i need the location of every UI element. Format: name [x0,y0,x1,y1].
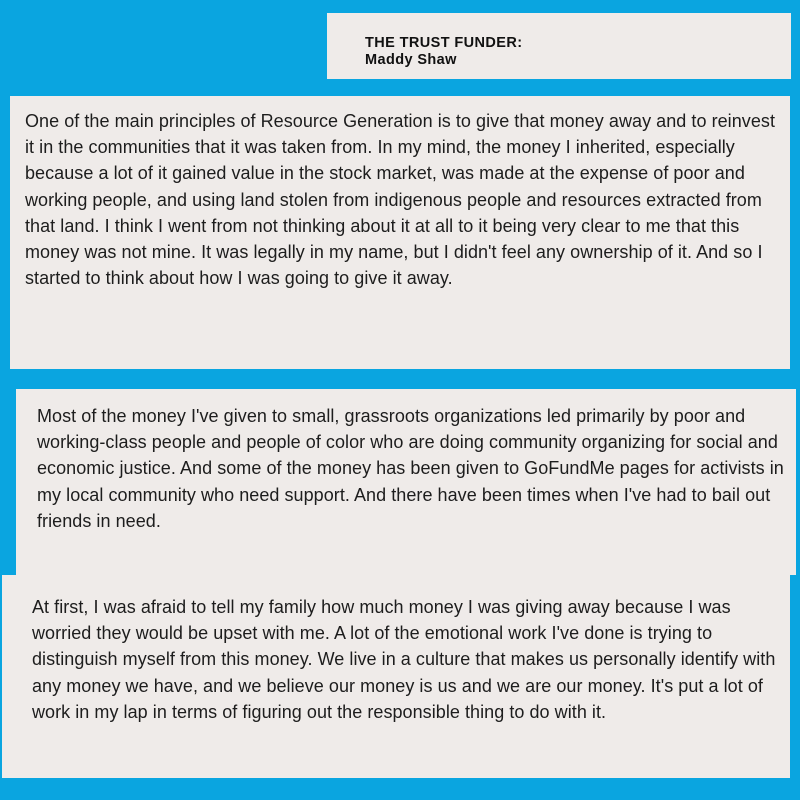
quote-text-2: Most of the money I've given to small, grassroots organizations led primarily by poor and working-class people and people of color who are doing community organizing for social and economic justice. And some of the money has been given to GoFundMe pages for activists in my local community who need support. And there have been times when I've had to bail out friends in need. [37,406,784,531]
quote-card-1 [10,96,790,369]
title-card [327,13,791,79]
quote-card-3 [2,575,790,778]
page-title: THE TRUST FUNDER: [365,35,523,51]
page-subtitle: Maddy Shaw [365,52,457,68]
quote-text-3: At first, I was afraid to tell my family how much money I was giving away because I was worried they would be upset with me. A lot of the emotional work I've done is trying to distinguish myself from this money. We live in a culture that makes us personally identify with any money we have, and we believe our money is us and we are our money. It's put a lot of work in my lap in terms of figuring out the responsible thing to do with it. [32,597,776,722]
quote-card-2 [16,389,796,575]
quote-text-1: One of the main principles of Resource Generation is to give that money away and to reinvest it in the communities that it was taken from. In my mind, the money I inherited, especially because a lot of it gained value in the stock market, was made at the expense of poor and working people, and using land stolen from indigenous people and resources extracted from that land. I think I went from not thinking about it at all to it being very clear to me that this money was not mine. It was legally in my name, but I didn't feel any ownership of it. And so I started to think about how I was going to give it away. [25,111,775,289]
